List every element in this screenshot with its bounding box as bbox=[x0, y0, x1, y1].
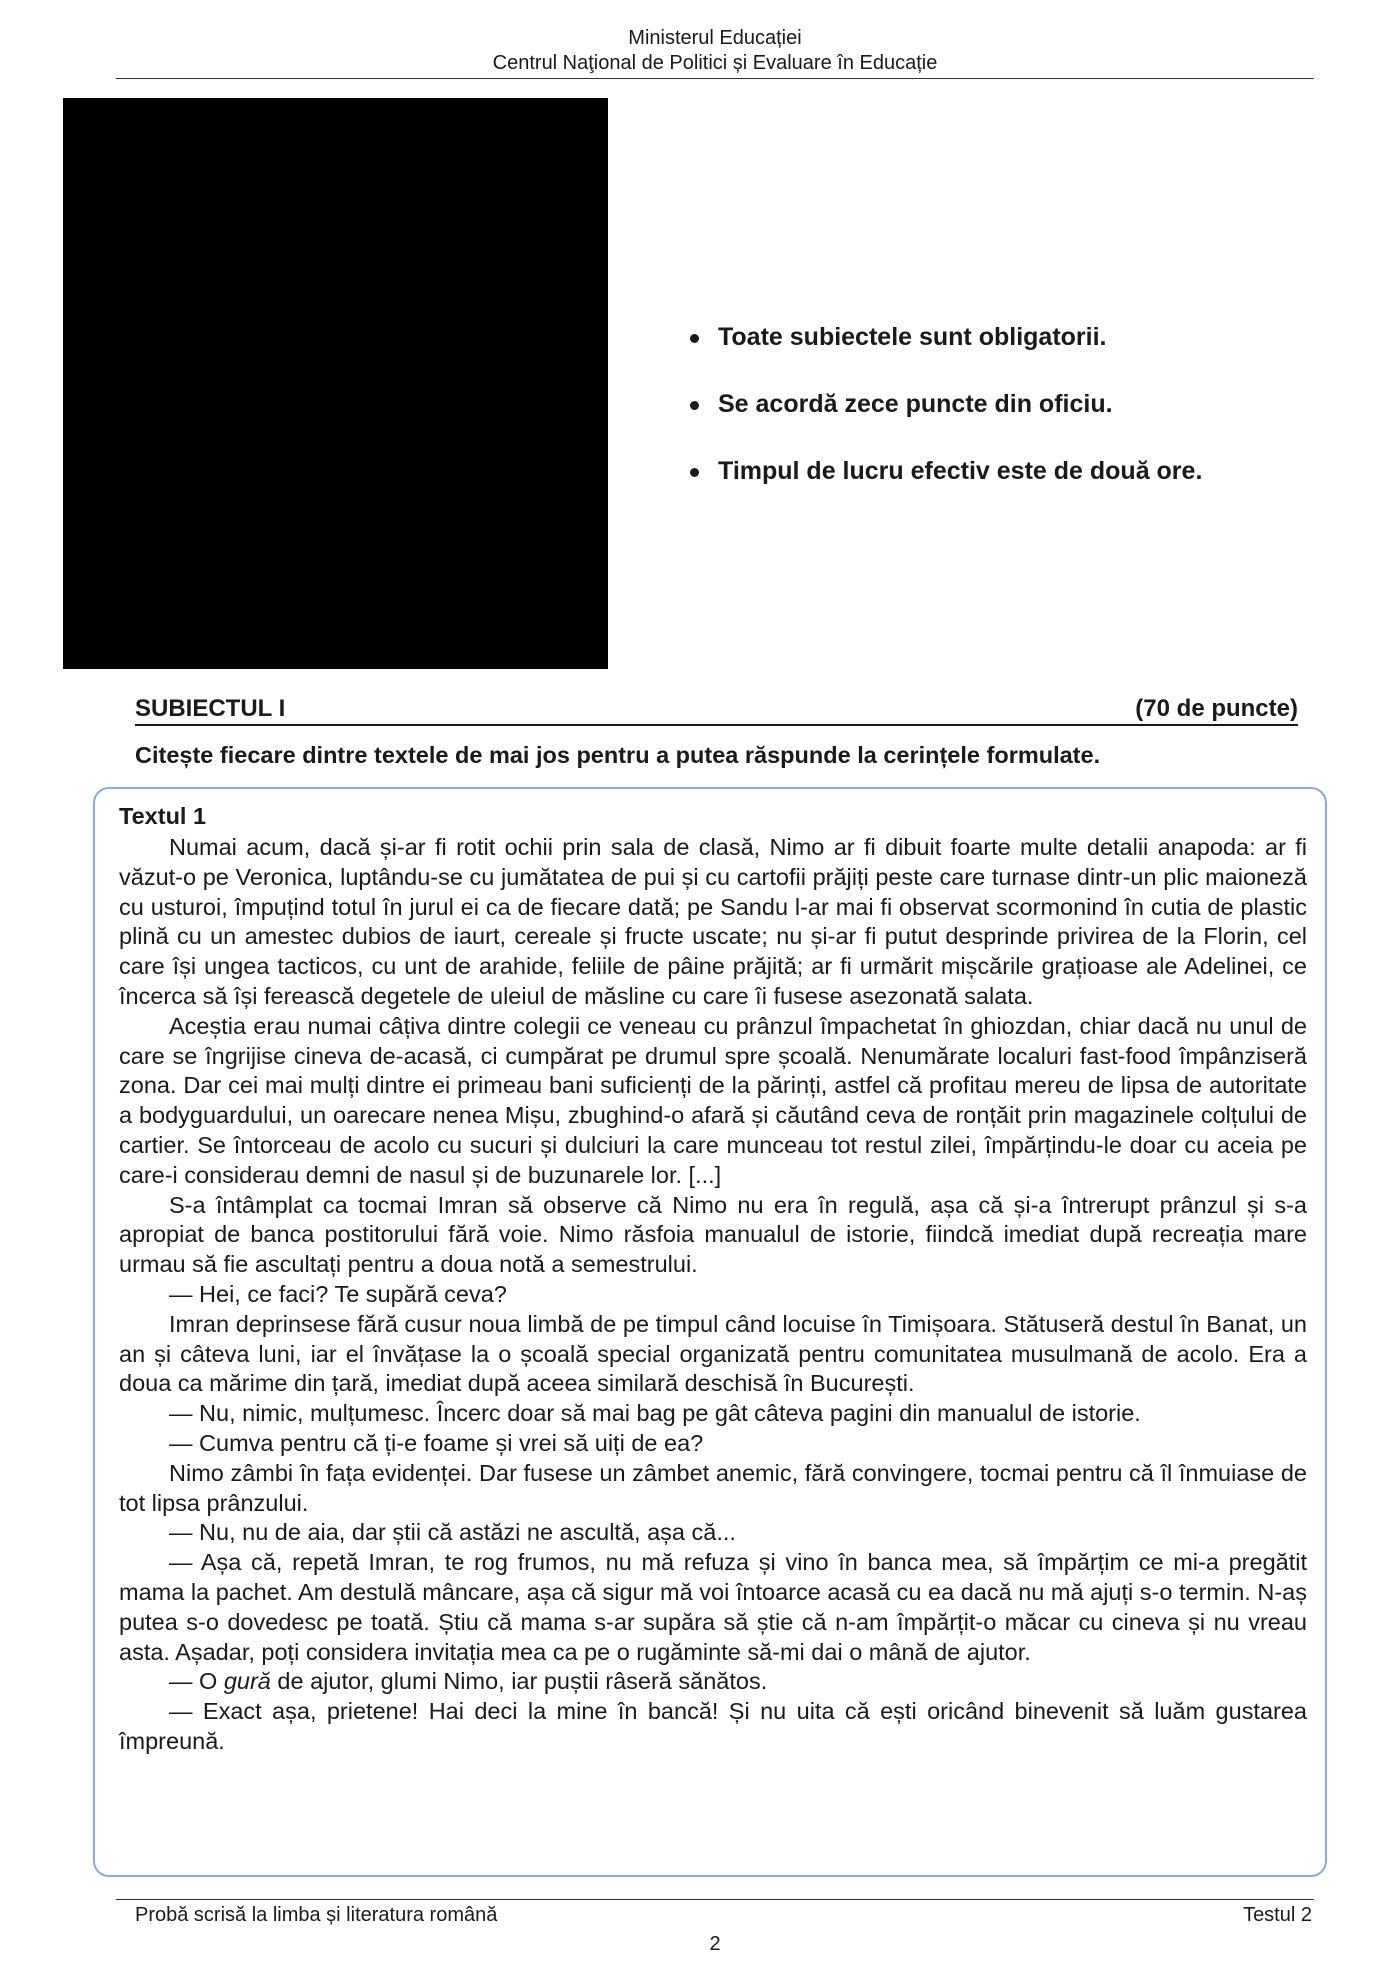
joke-end: de ajutor, glumi Nimo, iar puștii râseră sănătos. bbox=[270, 1668, 768, 1695]
paragraph: Imran deprinsese fără cusur noua limbă de pe timpul când locuise în Timișoara. Stătuseră destul în Banat, un an și câteva luni, iar el învățase la o școală special organizată pentru comunitatea musulmană de acolo. Era a doua ca mărime din țară, imediat după aceea similară deschisă în București. bbox=[119, 1310, 1307, 1397]
rule-text: Toate subiectele sunt obligatorii. bbox=[718, 323, 1107, 351]
rule-item bbox=[690, 456, 1202, 486]
paragraph: — Nu, nimic, mulțumesc. Încerc doar să mai bag pe gât câteva pagini din manualul de istorie. bbox=[169, 1400, 1141, 1427]
rule-item bbox=[690, 389, 1202, 419]
text1-title: Textul 1 bbox=[119, 803, 207, 829]
footer-divider bbox=[116, 1899, 1314, 1900]
header-divider bbox=[116, 78, 1314, 79]
joke-emphasis: gură bbox=[223, 1668, 271, 1695]
paragraph: — Așa că, repetă Imran, te rog frumos, nu mă refuza și vino în banca mea, să împărțim ce mi-a pregătit mama la pachet. Am destulă mâncare, așa că sigur mă voi întoarce acasă cu ea dacă nu mă ajuți s-o termin. N-aș putea s-o dovedesc pe toată. Știu că mama s-ar supăra să știe că n-am împărțit-o măcar cu cineva și nu vreau asta. Așadar, poți considera invitația mea ca pe o rugăminte să-mi dai o mână de ajutor. bbox=[119, 1549, 1307, 1665]
header-ministry: Ministerul Educației bbox=[628, 27, 802, 49]
redacted-block bbox=[63, 98, 608, 669]
subject-instruction: Citește fiecare dintre textele de mai jos pentru a putea răspunde la cerințele formulate. bbox=[135, 742, 1101, 768]
paragraph: Aceștia erau numai câțiva dintre colegii ce veneau cu prânzul împachetat în ghiozdan, chiar dacă nu unul de care se îngrijise cineva de-acasă, ci cumpărat pe drumul spre școală. Nenumărate localuri fast-food împânziseră zona. Dar cei mai mulți dintre ei primeau bani suficienți de la părinți, astfel că profitau mereu de lipsa de autoritate a bodyguardului, un oarecare nenea Mișu, zbughind-o afară și căutând ceva de ronțăit prin magazinele colțului de cartier. Se întorceau de acolo cu sucuri și dulciuri la care munceau tot restul zilei, împărțindu-le doar cu aceia pe care-i considerau demni de nasul și de buzunarele lor. [...] bbox=[119, 1012, 1307, 1188]
subject-title: SUBIECTUL I bbox=[135, 695, 286, 722]
paragraph: — Nu, nu de aia, dar știi că astăzi ne ascultă, așa că... bbox=[169, 1519, 736, 1546]
paragraph: S-a întâmplat ca tocmai Imran să observe că Nimo nu era în regulă, așa că și-a întrerupt prânzul și s-a apropiat de banca postitorului fără voie. Nimo răsfoia manualul de istorie, fiindcă imediat după recreația mare urmau să fie ascultați pentru a doua notă a semestrului. bbox=[119, 1191, 1307, 1278]
page-number: 2 bbox=[709, 1933, 721, 1955]
paragraph bbox=[119, 1667, 1307, 1697]
bullet-icon bbox=[690, 401, 699, 410]
subject-points: (70 de puncte) bbox=[1135, 695, 1298, 722]
rule-text: Timpul de lucru efectiv este de două ore. bbox=[718, 457, 1203, 485]
exam-rules-list bbox=[690, 322, 1202, 523]
paragraph: Numai acum, dacă și-ar fi rotit ochii prin sala de clasă, Nimo ar fi dibuit foarte multe detalii anapoda: ar fi văzut-o pe Veronica, luptându-se cu jumătatea de pui și cu cartofii prăjiți peste care turnase dintr-un plic maioneză cu usturoi, împuțind totul în jurul ei ca de fiecare dată; pe Sandu l-ar mai fi observat scormonind în cutia de plastic plină cu un amestec dubios de iaurt, cereale și fructe uscate; nu și-ar fi putut desprinde privirea de la Florin, cel care își ungea tacticos, cu unt de arahide, feliile de pâine prăjită; ar fi urmărit mișcările grațioase ale Adelinei, ce încerca să își ferească degetele de uleiul de măsline cu care îi fusese asezonată salata. bbox=[119, 834, 1307, 1009]
footer-exam-name: Probă scrisă la limba și literatura română bbox=[135, 1904, 498, 1926]
paragraph: — Exact așa, prietene! Hai deci la mine în bancă! Și nu uita că ești oricând binevenit să luăm gustarea împreună. bbox=[119, 1698, 1307, 1754]
text1-body bbox=[119, 833, 1307, 1757]
bullet-icon bbox=[690, 468, 699, 477]
rule-item bbox=[690, 322, 1202, 352]
paragraph: — Hei, ce faci? Te supără ceva? bbox=[169, 1280, 507, 1307]
subject-heading bbox=[135, 696, 1298, 726]
header-center: Centrul Naţional de Politici și Evaluare în Educație bbox=[492, 52, 938, 74]
footer-test-label: Testul 2 bbox=[1243, 1904, 1312, 1926]
bullet-icon bbox=[690, 334, 699, 343]
paragraph: — Cumva pentru că ți-e foame și vrei să uiți de ea? bbox=[169, 1429, 704, 1456]
text1-box bbox=[93, 787, 1327, 1877]
page-header bbox=[116, 26, 1314, 76]
paragraph: Nimo zâmbi în fața evidenței. Dar fusese un zâmbet anemic, fără convingere, tocmai pentru că îl înmuiase de tot lipsa prânzului. bbox=[119, 1459, 1307, 1516]
joke-start: — O bbox=[169, 1668, 224, 1695]
rule-text: Se acordă zece puncte din oficiu. bbox=[718, 390, 1113, 418]
